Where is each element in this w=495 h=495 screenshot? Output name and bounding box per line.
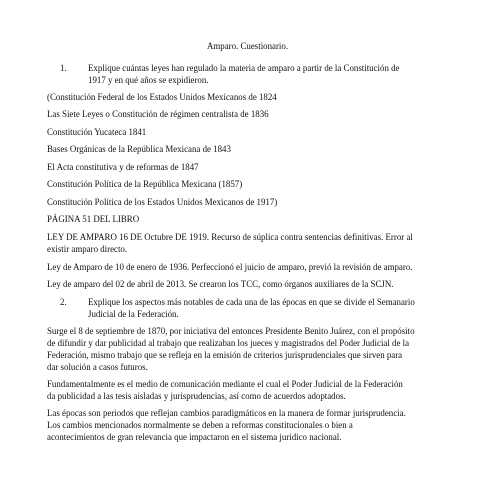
paragraph-2-line: Fundamentalmente es el medio de comunicación mediante el cual el Poder Judicial de la Federación [47, 379, 403, 389]
paragraph-3-line: acontecimientos de gran relevancia que impactaron en el sistema jurídico nacional. [47, 432, 342, 442]
question-1-number: 1. [60, 63, 67, 73]
law-list-item: Constitución Política de la República Mexicana (1857) [47, 179, 243, 189]
paragraph-1-line: de difundir y dar publicidad al trabajo que realizaban los jueces y magistrados del Poder Judicial de la [47, 338, 410, 348]
paragraph-3-line: Las épocas son periodos que reflejan cambios paradigmáticos en la manera de formar jurisprudencia. [47, 408, 406, 418]
paragraph-1-line: dar solución a casos futuros. [47, 362, 148, 372]
document-title: Amparo. Cuestionario. [206, 41, 289, 51]
paragraph-1-line: Surge el 8 de septiembre de 1870, por iniciativa del entonces Presidente Benito Juárez, con el propósito [47, 326, 415, 336]
law-list-item: Constitución Yucateca 1841 [47, 127, 147, 137]
paragraph-3-line: Los cambios mencionados normalmente se deben a reformas constitucionales o bien a [47, 420, 353, 430]
law-list-item: Constitución Política de los Estados Unidos Mexicanos de 1917) [47, 197, 278, 207]
question-2-line-1: Explique los aspectos más notables de cada una de las épocas en que se divide el Semanario [88, 297, 415, 307]
law-list-item: El Acta constitutiva y de reformas de 1847 [47, 162, 199, 172]
ley-amparo-1919-line-2: existir amparo directo. [47, 244, 128, 254]
ley-amparo-2013: Ley de amparo del 02 de abril de 2013. Se crearon los TCC, como órganos auxiliares de la SCJN. [47, 279, 394, 289]
question-1-line-1: Explique cuántas leyes han regulado la materia de amparo a partir de la Constitución de [88, 63, 400, 73]
question-1-line-2: 1917 y en qué años se expidieron. [88, 75, 209, 85]
paragraph-1-line: Federación, mismo trabajo que se refleja en la emisión de criterios jurisprudenciales que sirven para [47, 350, 403, 360]
paragraph-2-line: da publicidad a las tesis aisladas y jurisprudencias, así como de acuerdos adoptados. [47, 391, 346, 401]
law-list-item: Las Siete Leyes o Constitución de régimen centralista de 1836 [47, 109, 269, 119]
question-2-line-2: Judicial de la Federación. [88, 309, 179, 319]
law-list-item: (Constitución Federal de los Estados Unidos Mexicanos de 1824 [47, 92, 277, 102]
ley-amparo-1936: Ley de Amparo de 10 de enero de 1936. Perfeccionó el juicio de amparo, previó la revisión de amparo. [47, 262, 413, 272]
ley-amparo-1919-line-1: LEY DE AMPARO 16 DE Octubre DE 1919. Recurso de súplica contra sentencias definitivas. Error al [47, 232, 413, 242]
question-2-number: 2. [60, 297, 67, 307]
page-reference: PÁGINA 51 DEL LIBRO [47, 214, 140, 224]
law-list-item: Bases Orgánicas de la República Mexicana de 1843 [47, 144, 231, 154]
